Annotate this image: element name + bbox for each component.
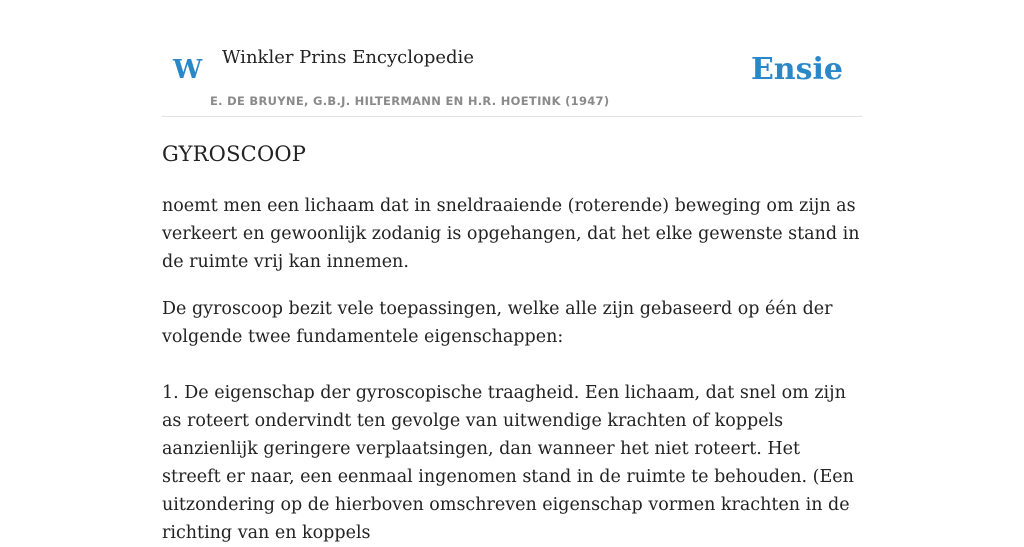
ensie-logo-link[interactable]: Ensie (750, 52, 843, 87)
book-title[interactable]: Winkler Prins Encyclopedie (222, 47, 474, 68)
winkler-prins-logo[interactable]: W (173, 55, 203, 85)
book-header (162, 0, 862, 117)
article-paragraph: noemt men een lichaam dat in sneldraaiende (roterende) beweging om zijn as verkeert en gewoonlijk zodanig is opgehangen, dat het elke gewenste stand in de ruimte vrij kan innemen. (162, 196, 860, 272)
article (162, 138, 862, 547)
article-paragraph: De gyroscoop bezit vele toepassingen, welke alle zijn gebaseerd op één der volgende twee fundamentele eigenschappen: (162, 299, 833, 347)
article-paragraph: 1. De eigenschap der gyroscopische traagheid. Een lichaam, dat snel om zijn as roteert ondervindt ten gevolge van uitwendige krachten of koppels aanzienlijk geringere verplaatsingen, dan wanneer het niet roteert. Het streeft er naar, een eenmaal ingenomen stand in de ruimte te behouden. (Een uitzondering op de hierboven omschreven eigenschap vormen krachten in de richting van en koppels (162, 383, 854, 543)
book-authors: E. DE BRUYNE, G.B.J. HILTERMANN EN H.R. HOETINK (1947) (210, 94, 610, 108)
article-title: GYROSCOOP (162, 142, 307, 166)
